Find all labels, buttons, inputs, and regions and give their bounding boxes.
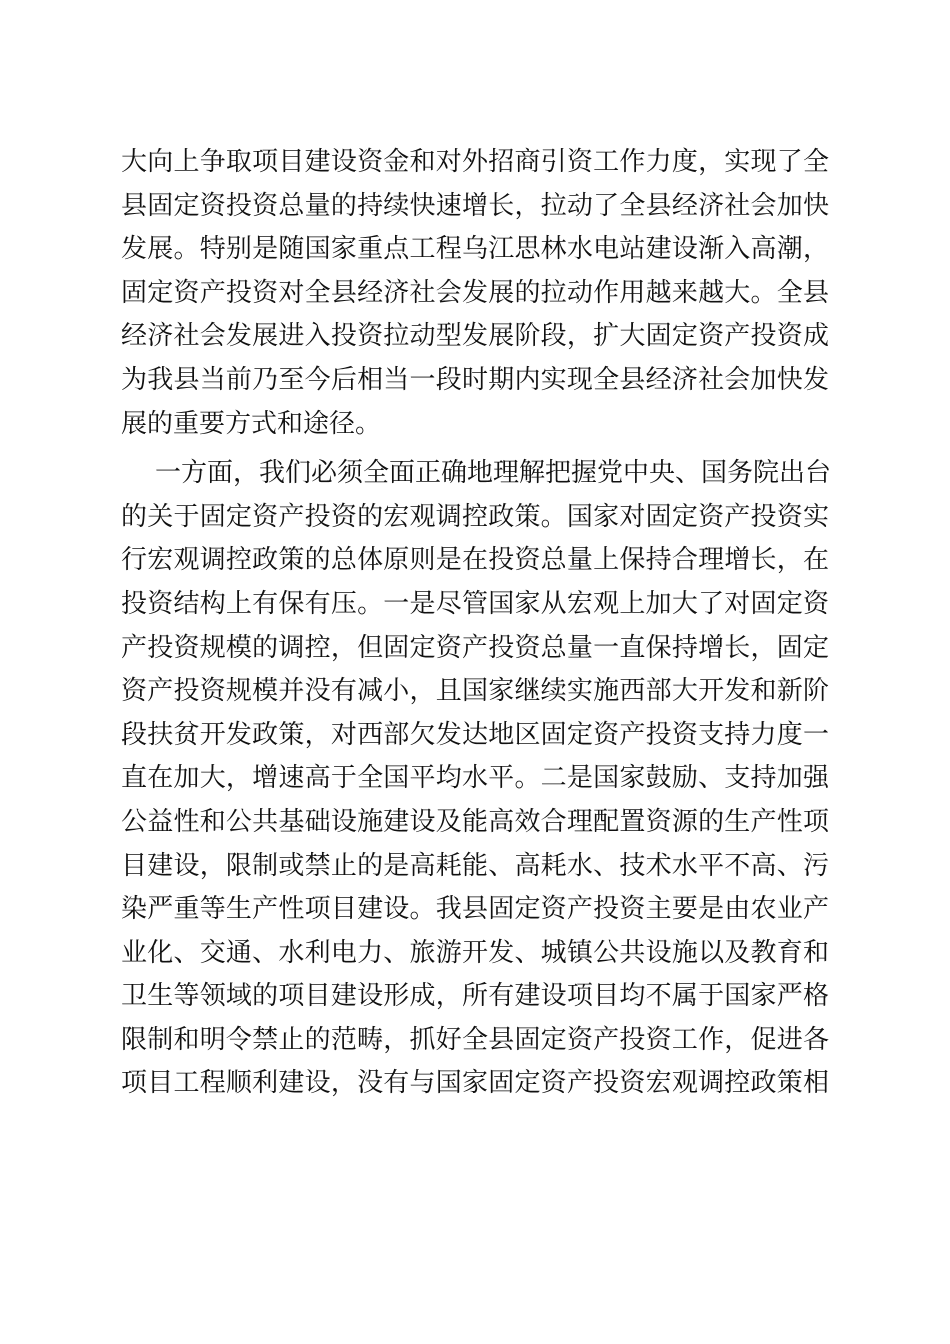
text-line: 展的重要方式和途径。 — [121, 408, 382, 439]
text-line: 项目工程顺利建设，没有与国家固定资产投资宏观调控政策相 — [121, 1068, 829, 1099]
text-line: 资产投资规模并没有减小，且国家继续实施西部大开发和新阶 — [121, 676, 829, 707]
text-line: 业化、交通、水利电力、旅游开发、城镇公共设施以及教育和 — [121, 937, 829, 968]
paragraph-1 — [121, 141, 829, 446]
text-line: 段扶贫开发政策，对西部欠发达地区固定资产投资支持力度一 — [121, 719, 829, 750]
text-line: 卫生等领域的项目建设形成，所有建设项目均不属于国家严格 — [121, 981, 829, 1012]
text-line: 限制和明令禁止的范畴，抓好全县固定资产投资工作，促进各 — [121, 1024, 829, 1055]
text-line: 县固定资投资总量的持续快速增长，拉动了全县经济社会加快 — [121, 190, 829, 221]
text-line: 产投资规模的调控，但固定资产投资总量一直保持增长，固定 — [121, 632, 829, 663]
text-line: 行宏观调控政策的总体原则是在投资总量上保持合理增长，在 — [121, 545, 829, 576]
text-line: 发展。特别是随国家重点工程乌江思林水电站建设渐入高潮， — [121, 234, 829, 265]
text-line: 直在加大，增速高于全国平均水平。二是国家鼓励、支持加强 — [121, 763, 829, 794]
text-line: 的关于固定资产投资的宏观调控政策。国家对固定资产投资实 — [121, 501, 829, 532]
paragraph-2 — [121, 452, 832, 1106]
text-line: 目建设，限制或禁止的是高耗能、高耗水、技术水平不高、污 — [121, 850, 829, 881]
text-line: 大向上争取项目建设资金和对外招商引资工作力度，实现了全 — [121, 147, 829, 177]
text-line: 为我县当前乃至今后相当一段时期内实现全县经济社会加快发 — [121, 364, 829, 395]
text-line: 固定资产投资对全县经济社会发展的拉动作用越来越大。全县 — [121, 277, 829, 308]
text-line: 染严重等生产性项目建设。我县固定资产投资主要是由农业产 — [121, 894, 829, 925]
text-line: 一方面，我们必须全面正确地理解把握党中央、国务院出台 — [155, 458, 832, 489]
text-line: 经济社会发展进入投资拉动型发展阶段，扩大固定资产投资成 — [121, 321, 829, 352]
text-line: 投资结构上有保有压。一是尽管国家从宏观上加大了对固定资 — [121, 588, 829, 619]
document-body — [121, 141, 832, 1106]
text-line: 公益性和公共基础设施建设及能高效合理配置资源的生产性项 — [121, 806, 829, 837]
